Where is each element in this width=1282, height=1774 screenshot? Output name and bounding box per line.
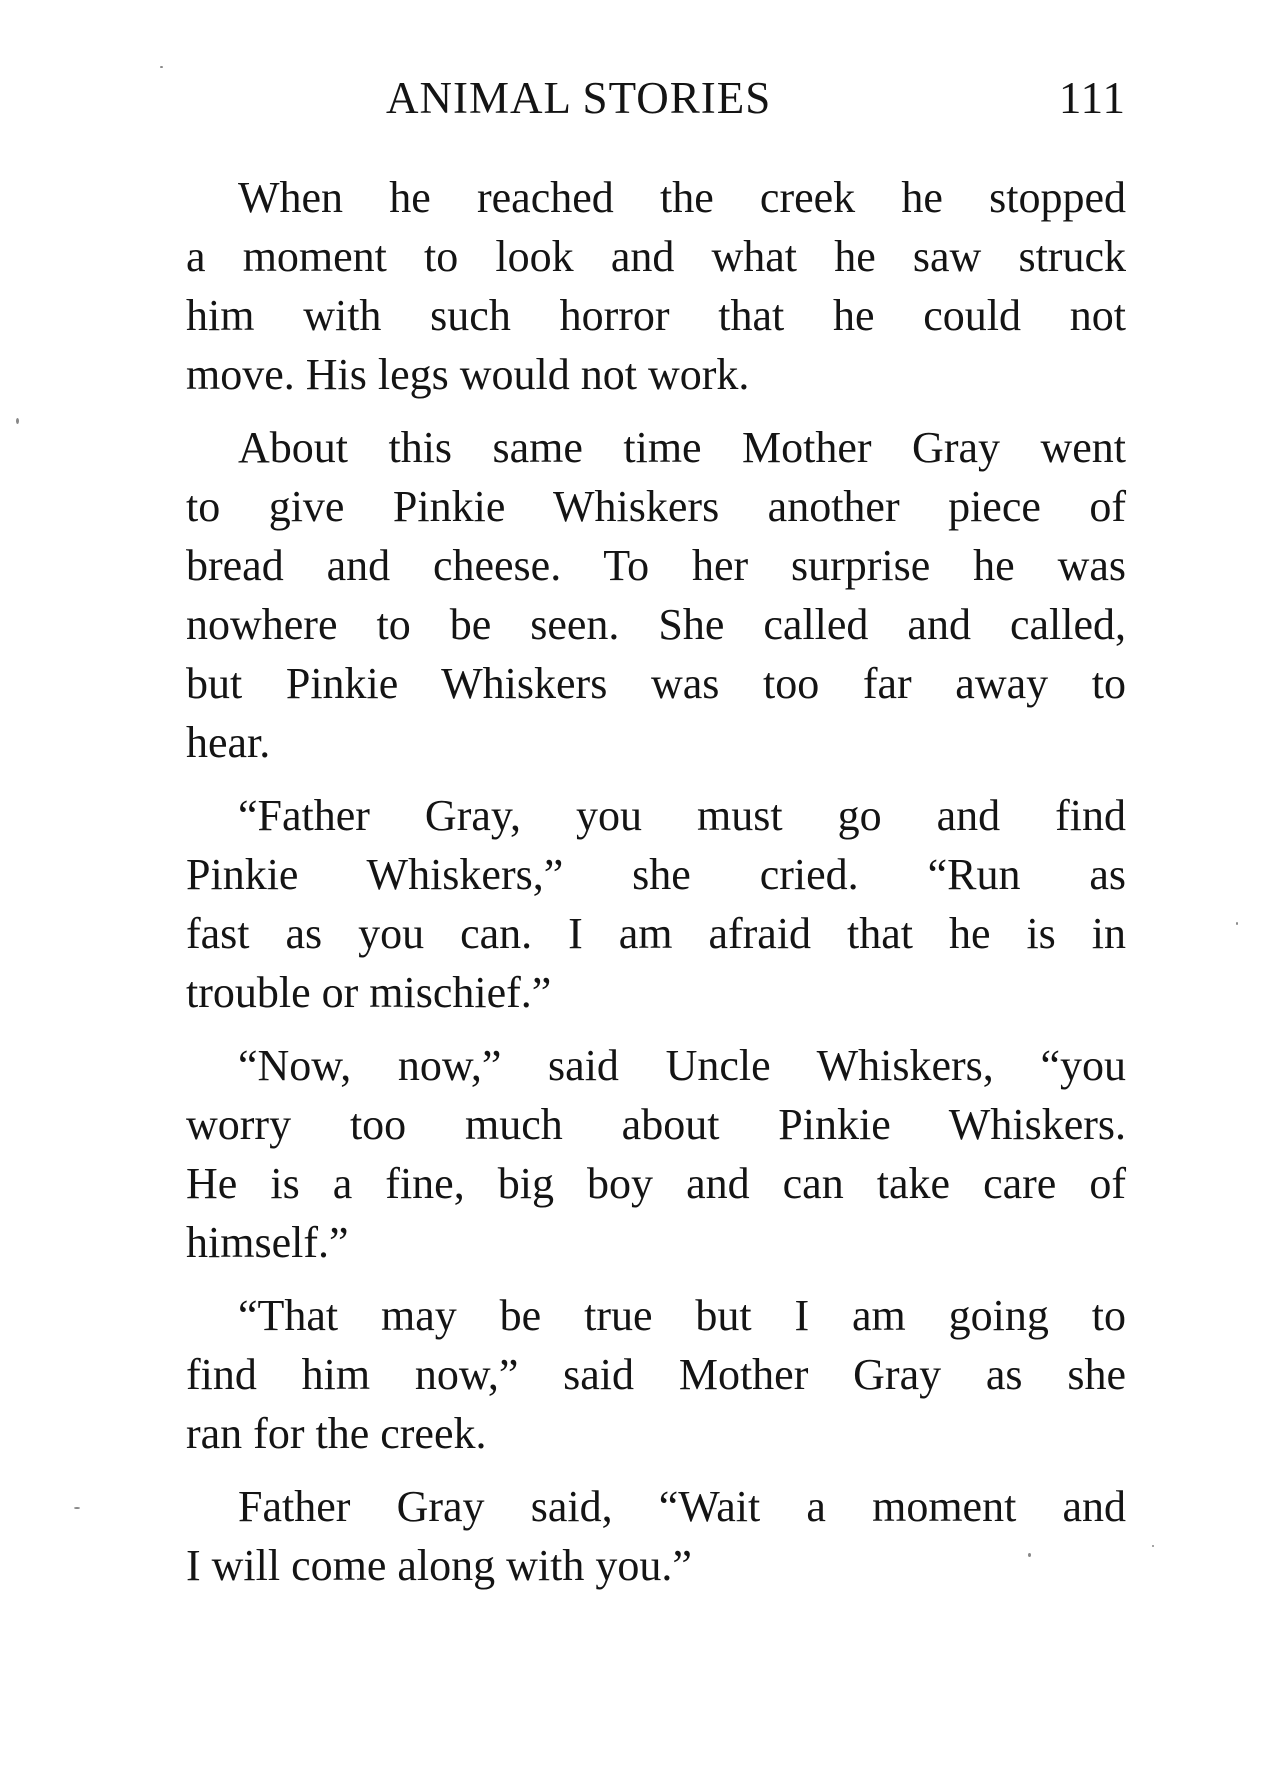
text-line: trouble or mischief.”: [186, 968, 552, 1017]
text-line: About this same time Mother Gray went: [238, 423, 1126, 472]
paragraph-5: [186, 1286, 1126, 1463]
scan-speck: [1152, 1545, 1154, 1547]
text-line: find him now,” said Mother Gray as she: [186, 1350, 1126, 1399]
text-line: a moment to look and what he saw struck: [186, 232, 1126, 281]
running-head-title: ANIMAL STORIES: [386, 73, 772, 123]
text-line: Pinkie Whiskers,” she cried. “Run as: [186, 850, 1126, 899]
text-line: Father Gray said, “Wait a moment and: [238, 1482, 1126, 1531]
text-line: but Pinkie Whiskers was too far away to: [186, 659, 1126, 708]
paragraph-1: [186, 168, 1126, 404]
text-line: “Now, now,” said Uncle Whiskers, “you: [238, 1041, 1126, 1090]
text-line: move. His legs would not work.: [186, 350, 750, 399]
scan-speck: [1236, 922, 1238, 925]
paragraph-3: [186, 786, 1126, 1022]
paragraph-6: [186, 1477, 1126, 1595]
scan-speck: [74, 1507, 80, 1509]
text-line: himself.”: [186, 1218, 349, 1267]
text-line: to give Pinkie Whiskers another piece of: [186, 482, 1126, 531]
scan-speck: [1028, 1553, 1031, 1557]
paragraph-4: [186, 1036, 1126, 1272]
text-line: I will come along with you.”: [186, 1541, 692, 1590]
text-line: nowhere to be seen. She called and called,: [186, 600, 1126, 649]
text-line: “That may be true but I am going to: [238, 1291, 1126, 1340]
text-line: hear.: [186, 718, 271, 767]
running-header: [186, 72, 1126, 132]
paragraph-2: [186, 418, 1126, 772]
text-line: ran for the creek.: [186, 1409, 487, 1458]
text-line: bread and cheese. To her surprise he was: [186, 541, 1126, 590]
page-number: 111: [1058, 73, 1126, 123]
scan-speck: [160, 66, 163, 68]
text-line: worry too much about Pinkie Whiskers.: [186, 1100, 1126, 1149]
body-text: [186, 168, 1126, 1609]
scan-speck: [16, 418, 19, 424]
text-line: When he reached the creek he stopped: [238, 173, 1126, 222]
text-line: He is a fine, big boy and can take care of: [186, 1159, 1126, 1208]
text-line: “Father Gray, you must go and find: [238, 791, 1126, 840]
text-line: him with such horror that he could not: [186, 291, 1126, 340]
text-line: fast as you can. I am afraid that he is in: [186, 909, 1126, 958]
